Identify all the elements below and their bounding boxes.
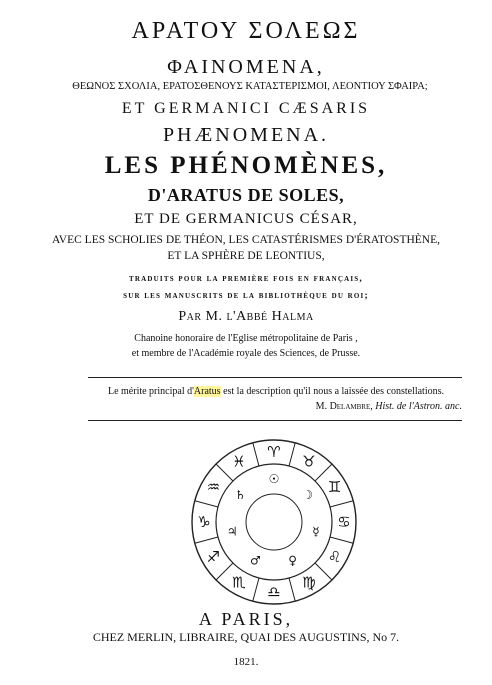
epigraph	[88, 386, 464, 397]
french-contents-2: ET LA SPHÈRE DE LEONTIUS,	[167, 250, 325, 262]
planet-glyph: ♀	[288, 553, 298, 568]
planet-glyph: ♄	[234, 488, 246, 503]
planet-glyph: ♃	[226, 524, 238, 539]
epigraph-text-after: est la description qu'il nous a laissée des constellations.	[220, 386, 445, 397]
zodiac-sign-glyph: ♑	[197, 513, 211, 531]
zodiac-sign-glyph: ♎	[267, 583, 281, 601]
zodiac-wheel	[189, 437, 359, 607]
zodiac-sign-glyph: ♏	[232, 573, 246, 592]
zodiac-divider	[289, 443, 295, 466]
planet-glyph: ♂	[249, 553, 261, 568]
latin-line: ET GERMANICI CÆSARIS	[121, 100, 371, 117]
zodiac-sign-glyph: ♓	[232, 452, 246, 471]
greek-subtitle: ΦΑΙΝΟΜΕΝΑ,	[167, 56, 325, 78]
planet-glyph: ☽	[302, 488, 314, 503]
zodiac-inner-ring	[246, 494, 302, 550]
author-role-2: et membre de l'Académie royale des Sciences, de Prusse.	[131, 348, 361, 359]
latin-title: PHÆNOMENA.	[162, 124, 330, 146]
imprint-publisher: CHEZ MERLIN, LIBRAIRE, QUAI DES AUGUSTINS, No 7.	[92, 630, 400, 644]
translated-line-2: sur les manuscrits de la bibliothèque du roi;	[123, 291, 369, 301]
zodiac-divider	[253, 578, 259, 601]
rule-top	[88, 377, 462, 378]
french-title: LES PHÉNOMÈNES,	[104, 152, 388, 179]
greek-contents: ΘΕΩΝΟΣ ΣΧΟΛΙΑ, ΕΡΑΤΟΣΘΕΝΟΥΣ ΚΑΤΑΣΤΕΡΙΣΜΟΙ, ΛΕΟΝΤΙΟΥ ΣΦΑΙΡΑ;	[72, 81, 428, 92]
zodiac-divider	[195, 537, 218, 543]
zodiac-divider	[253, 443, 259, 466]
greek-title: ΑΡΑΤΟΥ ΣΟΛΕΩΣ	[131, 18, 361, 44]
french-author: D'ARATUS DE SOLES,	[147, 185, 345, 205]
zodiac-sign-glyph: ♉	[302, 452, 316, 471]
zodiac-sign-glyph: ♋	[337, 513, 351, 531]
author-role-1: Chanoine honoraire de l'Eglise métropolitaine de Paris ,	[134, 333, 358, 344]
by-author: Par M. l'Abbé Halma	[178, 309, 314, 324]
french-contents-1: AVEC LES SCHOLIES DE THÉON, LES CATASTÉRISMES D'ÉRATOSTHÈNE,	[51, 234, 441, 246]
imprint-year: 1821.	[233, 656, 259, 668]
zodiac-sign-glyph: ♐	[206, 548, 221, 566]
french-germanicus: ET DE GERMANICUS CÉSAR,	[134, 211, 358, 227]
zodiac-sign-glyph: ♈	[267, 443, 281, 461]
zodiac-sign-glyph: ♍	[302, 573, 316, 592]
zodiac-sign-glyph: ♌	[327, 548, 342, 566]
imprint-city: A PARIS,	[198, 609, 294, 629]
zodiac-divider	[195, 501, 218, 507]
epigraph-attribution	[88, 401, 462, 412]
planet-glyph: ☿	[312, 524, 320, 539]
epigraph-highlight: Aratus	[193, 386, 221, 397]
zodiac-divider	[289, 578, 295, 601]
zodiac-divider	[330, 537, 353, 543]
planet-glyph: ☉	[268, 472, 280, 486]
epigraph-text-before: Le mérite principal d'	[107, 386, 194, 397]
attribution-name: M. Delambre,	[315, 401, 373, 412]
translated-line-1: traduits pour la première fois en français,	[129, 274, 363, 284]
zodiac-vignette	[189, 437, 359, 607]
zodiac-sign-glyph: ♊	[327, 478, 342, 496]
attribution-work: Hist. de l'Astron. anc.	[372, 401, 462, 412]
rule-bottom	[88, 420, 462, 421]
zodiac-sign-glyph: ♒	[206, 478, 221, 496]
zodiac-divider	[330, 501, 353, 507]
